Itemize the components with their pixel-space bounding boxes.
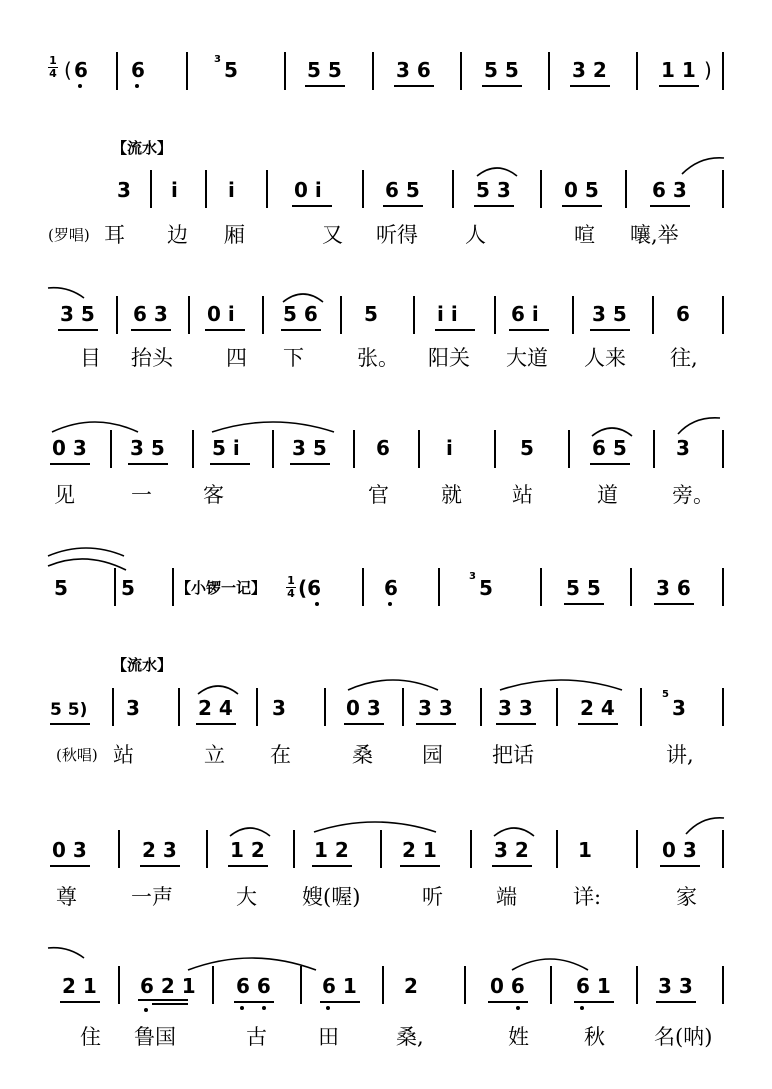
lyric: 听 [422,885,443,909]
barline [722,296,724,334]
time-signature [48,56,58,79]
barline [556,688,558,726]
low-octave-dot [516,1006,520,1010]
note: 6 [376,436,390,460]
barline [362,568,364,606]
lyric: 道 [597,483,618,507]
underline [228,865,268,867]
barline [293,830,295,868]
lyric: 见 [54,483,75,507]
time-signature-denominator: 4 [49,67,57,80]
grace-note: 3 [214,54,221,65]
barline [300,966,302,1004]
section-label-liushui: 【流水】 [112,139,173,157]
underline [400,865,440,867]
low-octave-dot [262,1006,266,1010]
barline [206,830,208,868]
barline [353,430,355,468]
underline [320,1001,360,1003]
time-signature-numerator: 1 [287,574,295,587]
barline [112,688,114,726]
barline [494,430,496,468]
barline [636,830,638,868]
lyric: 阳关 [428,346,470,370]
lyric: 田 [318,1025,339,1049]
lyric: 往, [670,346,698,370]
time-signature [286,576,296,599]
slur [684,816,726,836]
note-pair: 2 3 [142,838,177,862]
lyric: 客 [203,483,224,507]
underline [660,865,700,867]
slur [46,542,130,572]
barline [362,170,364,208]
note-pair: 3 2 [494,838,529,862]
barline [722,568,724,606]
barline [653,430,655,468]
slur [498,676,624,692]
barline [550,966,552,1004]
lyric: 在 [270,743,291,767]
low-octave-dot [315,602,319,606]
note-pair: 2 1 [62,974,97,998]
barline [438,568,440,606]
score-row-5 [0,568,772,608]
note-pair: 0 3 [662,838,697,862]
lyric: 把话 [492,743,534,767]
barline [116,52,118,90]
barline [110,430,112,468]
note-pair: 3 6 [656,576,691,600]
lyric: 家 [676,885,697,909]
note-5: 5 [479,576,493,600]
note-pair: 3 5 [592,302,627,326]
note-pair: 3 2 [572,58,607,82]
barline [548,52,550,90]
barline [256,688,258,726]
underline [656,1001,696,1003]
underline [312,865,352,867]
lyric: 听得 [376,223,418,247]
open-paren: ( [64,58,72,82]
slur [676,416,722,436]
barline [284,52,286,90]
barline [652,296,654,334]
barline [625,170,627,208]
note-pair: 5 i [212,436,240,460]
note: 5 [54,576,68,600]
slur [186,952,318,972]
lyric: 桑, [396,1025,424,1049]
lyric: 一声 [131,885,173,909]
underline [590,329,630,331]
lyric: 目 [80,346,101,370]
barline [470,830,472,868]
note-pair: 6 1 [576,974,611,998]
barline [324,688,326,726]
note-6: (6 [298,576,322,600]
underline [578,723,618,725]
barline [172,568,174,606]
note-pair: 0 i [207,302,235,326]
barline [114,568,116,606]
underline [482,85,522,87]
barline [722,430,724,468]
note-6: 6 [74,58,88,82]
underline [488,1001,528,1003]
note-pair: 6 5 [592,436,627,460]
time-signature-numerator: 1 [49,54,57,67]
singer-label: (罗唱) [48,226,90,244]
note: 5 [121,576,135,600]
note-pair: 3 6 [396,58,431,82]
underline [564,603,604,605]
note-pair: 3 5 [130,436,165,460]
underline [50,463,90,465]
note-pair: 0 3 [346,696,381,720]
note: 3 [676,436,690,460]
lyric: 下 [283,346,304,370]
underline [474,205,514,207]
section-label-xiaoluo: 【小锣一记】 [176,579,267,597]
underline [562,205,602,207]
low-octave-dot [388,602,392,606]
barline [636,52,638,90]
underline [590,463,630,465]
score-row-7 [0,830,772,870]
slur [492,824,536,838]
score-row-8 [0,966,772,1010]
underline [650,205,690,207]
note-pair: 6 3 [652,178,687,202]
note: 3 [272,696,286,720]
note: 6 [676,302,690,326]
low-octave-dot [78,84,82,88]
barline [118,830,120,868]
barline [556,830,558,868]
lyric: 嫂(喔) [302,885,361,909]
singer-label: (秋唱) [56,746,98,764]
lyric: 站 [512,483,533,507]
underline [152,1003,188,1005]
note-pair: 5 5) [50,700,88,720]
underline [659,85,699,87]
note-6: 6 [131,58,145,82]
lyrics-row-8 [0,1024,772,1054]
note-pair: 2 4 [198,696,233,720]
lyric: 园 [422,743,443,767]
note-pair: 5 5 [566,576,601,600]
lyric: 边 [167,223,188,247]
barline [372,52,374,90]
underline [416,723,456,725]
lyric: 四 [226,346,247,370]
slur [228,824,272,838]
barline [452,170,454,208]
barline [722,170,724,208]
slur [312,818,438,834]
note-pair: 1 2 [230,838,265,862]
underline [50,865,90,867]
score-row-1 [0,52,772,92]
underline [281,329,321,331]
barline [540,568,542,606]
note-pair: 5 3 [476,178,511,202]
lyric: 人 [465,223,486,247]
lyric: 住 [80,1025,101,1049]
lyric: 厢 [224,223,245,247]
barline [382,966,384,1004]
lyric: 鲁国 [134,1025,176,1049]
barline [118,966,120,1004]
barline [262,296,264,334]
underline [394,85,434,87]
note: 1 [578,838,592,862]
underline [305,85,345,87]
lyric: 秋 [584,1025,605,1049]
lyric: 大道 [506,346,548,370]
lyric: 端 [496,885,517,909]
note-pair: 5 6 [283,302,318,326]
barline [272,430,274,468]
note-pair: 5 5 [307,58,342,82]
lyric: 大 [236,885,257,909]
slur [680,156,726,176]
lyric: 站 [113,743,134,767]
lyric: 立 [204,743,225,767]
note-pair: 6 i [511,302,539,326]
note-pair: 0 5 [564,178,599,202]
note: i [171,178,178,202]
barline [413,296,415,334]
underline [654,603,694,605]
score-row-2 [0,170,772,210]
underline [290,463,330,465]
score-row-3 [0,296,772,336]
note: i [446,436,453,460]
underline [570,85,610,87]
note-pair: 2 4 [580,696,615,720]
underline [344,723,384,725]
underline [58,329,98,331]
barline [572,296,574,334]
note: 3 [117,178,131,202]
lyrics-row-3 [0,345,772,375]
note-pair: 3 3 [658,974,693,998]
close-paren: ) [704,58,712,82]
note: 3 [126,696,140,720]
underline [140,865,180,867]
barline [630,568,632,606]
underline [60,1001,100,1003]
slur [46,286,86,300]
underline [496,723,536,725]
note-pair: 2 1 [402,838,437,862]
underline [234,1001,274,1003]
barline [640,688,642,726]
note-pair: 6 6 [236,974,271,998]
lyric: 尊 [56,885,77,909]
note-pair: 3 5 [292,436,327,460]
slur [475,164,519,178]
lyric: 喧 [574,223,595,247]
barline [186,52,188,90]
note-pair: 0 i [294,178,322,202]
note-pair: 0 3 [52,436,87,460]
note-pair: 0 6 [490,974,525,998]
barline [380,830,382,868]
barline [636,966,638,1004]
note-pair: 1 2 [314,838,349,862]
note-pair: 6 3 [133,302,168,326]
lyric: 旁。 [672,483,714,507]
barline [568,430,570,468]
low-octave-dot [580,1006,584,1010]
low-octave-dot [144,1008,148,1012]
note: i [228,178,235,202]
underline [292,205,332,207]
barline [460,52,462,90]
lyric: 古 [246,1025,267,1049]
underline [383,205,423,207]
lyric: 就 [441,483,462,507]
note: 3 [672,696,686,720]
section-label-liushui: 【流水】 [112,656,173,674]
barline [722,52,724,90]
lyric: 官 [368,483,389,507]
note-pair: 6 1 [322,974,357,998]
underline [128,463,168,465]
barline [150,170,152,208]
underline [435,329,475,331]
barline [192,430,194,468]
note: 5 [520,436,534,460]
lyrics-row-6 [0,742,772,772]
lyric: 详: [573,885,602,909]
barline [418,430,420,468]
barline [340,296,342,334]
lyric: 姓 [508,1025,529,1049]
note-pair: 6 5 [385,178,420,202]
barline [178,688,180,726]
note-pair: 3 5 [60,302,95,326]
barline [464,966,466,1004]
lyric: 抬头 [131,346,173,370]
grace-note: 3 [469,571,476,582]
lyrics-row-7 [0,884,772,914]
grace-note: 5 [662,689,669,700]
slur [196,682,240,696]
barline [212,966,214,1004]
barline [402,688,404,726]
slur [46,946,86,960]
note-5: 5 [224,58,238,82]
note-pair: 1 1 [661,58,696,82]
note-pair: 0 3 [52,838,87,862]
underline [574,1001,614,1003]
note: 2 [404,974,418,998]
low-octave-dot [326,1006,330,1010]
underline [210,463,250,465]
barline [722,830,724,868]
lyric: 一 [131,483,152,507]
low-octave-dot [135,84,139,88]
barline [205,170,207,208]
note-6: 6 [384,576,398,600]
lyric: 张。 [357,346,399,370]
underline [196,723,236,725]
note-pair: 3 3 [418,696,453,720]
note-triplet: 6 2 1 [140,974,196,998]
lyric: 嚷,举 [630,223,679,247]
barline [540,170,542,208]
barline [722,966,724,1004]
underline [131,329,171,331]
underline [138,999,188,1001]
lyric: 讲, [666,743,694,767]
note-pair: 3 3 [498,696,533,720]
lyric: 耳 [104,223,125,247]
lyrics-row-4 [0,482,772,512]
note-pair: 5 5 [484,58,519,82]
underline [492,865,532,867]
slur [50,418,140,434]
lyric: 人来 [584,346,626,370]
barline [188,296,190,334]
barline [494,296,496,334]
barline [480,688,482,726]
lyric: 又 [322,223,343,247]
lyrics-row-2 [0,222,772,252]
barline [116,296,118,334]
low-octave-dot [240,1006,244,1010]
underline [509,329,549,331]
note: 5 [364,302,378,326]
slur [346,676,440,692]
note-pair: i i [437,302,458,326]
lyric: 桑 [352,743,373,767]
time-signature-denominator: 4 [287,587,295,600]
barline [266,170,268,208]
underline [50,723,90,725]
lyric: 名(呐) [654,1025,713,1049]
underline [205,329,245,331]
barline [722,688,724,726]
score-row-6 [0,688,772,728]
score-row-4 [0,430,772,470]
